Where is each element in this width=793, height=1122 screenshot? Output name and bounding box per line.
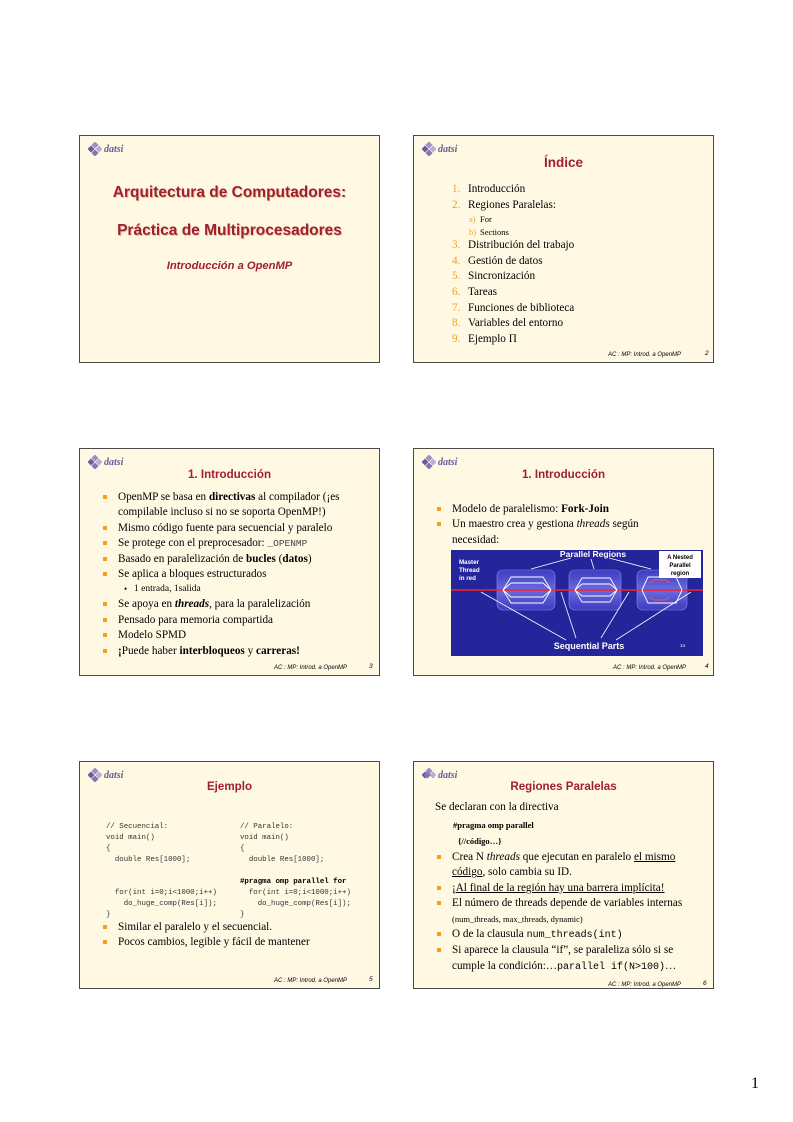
datsi-logo-icon [88, 455, 102, 469]
sub-bullet: • 1 entrada, 1salida [100, 582, 375, 597]
index-number: 1. [452, 183, 461, 195]
parallel-code-head: // Paralelo: void main() { double Res[1000]; [240, 823, 325, 864]
datsi-logo-text: datsi [104, 143, 124, 155]
slide-3-bullets [100, 490, 375, 659]
nested-label-3: region [670, 571, 690, 577]
slide-2-footer: AC : MP: Introd. a OpenMP [608, 352, 682, 358]
slide-5 [79, 761, 380, 989]
slide-1-title-line2: Práctica de Multiprocesadores [117, 222, 342, 239]
bullet: Pensado para memoria compartida [100, 613, 375, 628]
nested-label-1: A Nested [667, 555, 693, 561]
slide-5-bullets [100, 920, 375, 951]
datsi-logo-text: datsi [438, 456, 458, 468]
parallel-pragma: #pragma omp parallel for [240, 878, 347, 886]
datsi-logo-text: datsi [438, 769, 458, 781]
slide-4-number: 4 [705, 663, 709, 670]
index-text: Variables del entorno [468, 317, 564, 330]
index-text: Distribución del trabajo [468, 239, 575, 252]
slide-4-title: 1. Introducción [521, 468, 606, 481]
index-number: 7. [452, 301, 461, 314]
bullet: Se apoya en threads, para la paralelización [100, 597, 375, 612]
index-text: Tareas [468, 285, 498, 298]
slide-3-title: 1. Introducción [187, 468, 272, 481]
index-subitem [452, 226, 574, 239]
index-number: 2. [452, 198, 461, 211]
index-list [452, 182, 574, 347]
bullet: OpenMP se basa en directivas al compilador (¡es compilable incluso si no se soporta OpenMP!) [100, 490, 375, 521]
slide-3 [79, 448, 380, 676]
index-text: Sections [480, 226, 509, 237]
index-item [452, 285, 574, 301]
slide-6-number: 6 [703, 980, 707, 987]
slide-5-title: Ejemplo [206, 780, 253, 793]
bullet: O de la clausula num_threads(int) [434, 927, 712, 943]
index-number: b) [469, 226, 477, 237]
index-item [452, 182, 574, 198]
bullet: Se aplica a bloques estructurados [100, 567, 375, 582]
slide-6-footer: AC : MP: Introd. a OpenMP [608, 982, 682, 988]
bullet: Crea N threads que ejecutan en paralelo el mismo código, solo cambia su ID. [434, 850, 712, 881]
slide-4-bullets [434, 502, 709, 548]
bullet: Modelo SPMD [100, 628, 375, 643]
nested-label-2: Parallel [669, 563, 691, 569]
slide-3-footer: AC : MP: Introd. a OpenMP [274, 665, 348, 671]
fork-join-diagram-graphic [451, 550, 703, 656]
slide-4-footer: AC : MP: Introd. a OpenMP [613, 665, 687, 671]
bullet: Basado en paralelización de bucles (datos) [100, 552, 375, 567]
index-text: For [480, 214, 492, 225]
index-item [452, 332, 574, 348]
index-item [452, 269, 574, 285]
index-text: Sincronización [468, 270, 536, 283]
index-text: Regiones Paralelas: [468, 198, 556, 211]
bullet: Un maestro crea y gestiona threads según necesidad: [434, 517, 709, 548]
datsi-logo-text: datsi [104, 456, 124, 468]
index-text: Gestión de datos [468, 254, 543, 267]
bullet: Mismo código fuente para secuencial y paralelo [100, 521, 375, 536]
datsi-logo-text: datsi [438, 143, 458, 155]
bullet: El número de threads depende de variables internas (num_threads, max_threads, dynamic) [434, 896, 712, 927]
slide-2-title: Índice [543, 155, 583, 170]
index-number: 9. [452, 332, 461, 345]
parallel-code-body: for(int i=0;i<1000;i++) do_huge_comp(Res[i]); } [240, 889, 351, 919]
bullet: Similar el paralelo y el secuencial. [100, 920, 375, 935]
parallel-code [240, 822, 351, 921]
master-label-1: Master [459, 559, 479, 566]
index-number: a) [469, 214, 476, 225]
slide-5-footer: AC : MP: Introd. a OpenMP [274, 978, 348, 984]
slide-5-number: 5 [369, 976, 373, 983]
diagram-slide-number: 14 [680, 643, 686, 648]
fork-join-diagram [451, 550, 703, 656]
slide-1-title-line1: Arquitectura de Computadores: [112, 184, 347, 201]
datsi-logo [88, 141, 123, 157]
index-item [452, 316, 574, 332]
index-text: Ejemplo Π [468, 332, 517, 345]
slide-2 [413, 135, 714, 363]
slide-3-number: 3 [369, 663, 373, 670]
index-item [452, 301, 574, 317]
slide-6 [413, 761, 714, 989]
index-number: 3. [452, 239, 461, 252]
index-number: 8. [452, 317, 461, 330]
slide-6-block: {//código…} [458, 836, 502, 846]
datsi-logo-icon [422, 142, 436, 156]
master-label-3: in red [459, 575, 476, 582]
bullet: Se protege con el preprocesador: _OPENMP [100, 536, 375, 551]
slide-6-pragma: #pragma omp parallel [453, 820, 534, 830]
bullet: Pocos cambios, legible y fácil de mantener [100, 935, 375, 950]
index-item [452, 254, 574, 270]
parallel-regions-label: Parallel Regions [559, 550, 627, 559]
datsi-logo-icon [422, 455, 436, 469]
slide-1-subtitle: Introducción a OpenMP [166, 260, 293, 272]
index-subitem [452, 213, 574, 226]
slide-1 [79, 135, 380, 363]
bullet: ¡Puede haber interbloqueos y carreras! [100, 644, 375, 659]
slide-6-bullets [434, 850, 712, 975]
slide-2-number: 2 [705, 350, 709, 357]
bullet: Si aparece la clausula “if”, se paraleliza sólo si se cumple la condición:…parallel if(N>100)… [434, 943, 712, 975]
slide-6-title: Regiones Paralelas [510, 780, 617, 793]
index-item [452, 238, 574, 254]
page-number: 1 [751, 1075, 759, 1092]
index-number: 4. [452, 254, 461, 267]
bullet: Modelo de paralelismo: Fork-Join [434, 502, 709, 517]
index-number: 6. [452, 285, 461, 298]
sequential-code: // Secuencial: void main() { double Res[1000]; for(int i=0;i<1000;i++) do_huge_comp(Res[i]); } [106, 823, 217, 919]
index-number: 5. [452, 270, 461, 283]
index-text: Introducción [468, 183, 526, 195]
datsi-logo-text: datsi [104, 769, 124, 781]
sequential-parts-label: Sequential Parts [553, 641, 625, 651]
index-item [452, 198, 574, 214]
bullet: ¡Al final de la región hay una barrera implícita! [434, 881, 712, 896]
index-text: Funciones de biblioteca [468, 301, 575, 314]
slide-6-intro: Se declaran con la directiva [435, 801, 559, 813]
slide-4 [413, 448, 714, 676]
datsi-logo-icon [88, 142, 102, 156]
master-label-2: Thread [459, 567, 480, 574]
